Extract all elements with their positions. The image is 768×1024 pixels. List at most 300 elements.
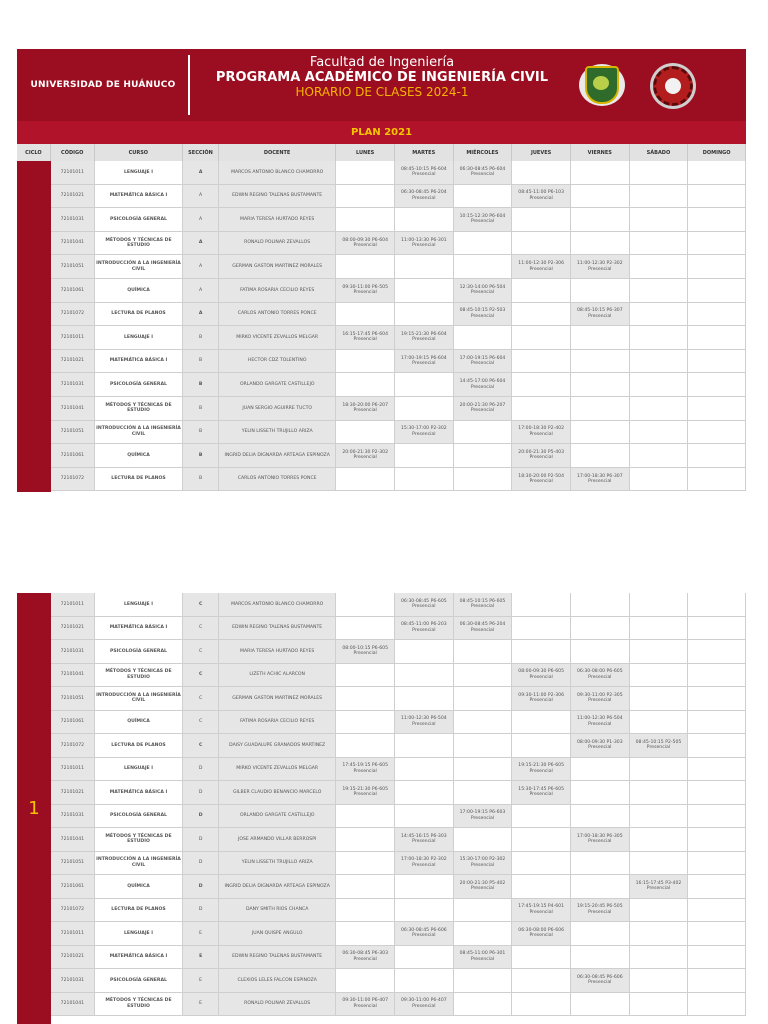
program-name: PROGRAMA ACADÉMICO DE INGENIERÍA CIVIL — [215, 70, 549, 85]
section-code: E — [183, 946, 219, 969]
section-code: E — [183, 969, 219, 992]
tuesday-cell — [395, 279, 454, 302]
course-code: 72101031 — [51, 969, 95, 992]
sunday-cell — [688, 397, 746, 420]
class-mode: Presencial — [470, 172, 495, 178]
table-row — [51, 640, 746, 664]
schedule-title: HORARIO DE CLASES 2024-1 — [295, 85, 469, 99]
class-time: 06:30-08:00 P6-606 — [518, 927, 564, 933]
friday-cell — [571, 852, 630, 875]
class-time: 06:30-08:45 P6-605 — [400, 598, 447, 604]
table-row — [51, 444, 746, 468]
table-row — [51, 734, 746, 758]
course-name: PSICOLOGÍA GENERAL — [95, 208, 183, 231]
monday-cell — [336, 161, 395, 184]
section-code: D — [183, 758, 219, 781]
header-titles — [207, 55, 557, 100]
saturday-cell — [630, 232, 689, 255]
course-code: 72101021 — [51, 350, 95, 373]
thursday-cell — [512, 969, 571, 992]
saturday-cell — [630, 640, 689, 663]
saturday-cell — [630, 828, 689, 851]
sunday-cell — [688, 185, 746, 208]
class-time: 12:30-14:00 P6-504 — [459, 284, 506, 290]
tuesday-cell — [395, 232, 454, 255]
teacher-name: GERMAN GASTON MARTINEZ MORALES — [219, 687, 336, 710]
sunday-cell — [688, 350, 746, 373]
friday-cell — [571, 734, 630, 757]
sunday-cell — [688, 687, 746, 710]
column-header: VIERNES — [571, 144, 630, 161]
tuesday-cell — [395, 397, 454, 420]
course-code: 72101061 — [51, 279, 95, 302]
wednesday-cell — [454, 640, 513, 663]
table-row — [51, 899, 746, 923]
tuesday-cell — [395, 758, 454, 781]
class-time: 08:45-10:15 P6-605 — [459, 598, 506, 604]
monday-cell — [336, 875, 395, 898]
tuesday-cell — [395, 185, 454, 208]
thursday-cell — [512, 303, 571, 326]
class-mode: Presencial — [353, 337, 377, 343]
class-mode: Presencial — [588, 674, 612, 680]
class-time: 08:45-11:00 P6-103 — [518, 190, 564, 196]
wednesday-cell — [454, 303, 513, 326]
section-code: E — [183, 922, 219, 945]
friday-cell — [571, 279, 630, 302]
class-mode: Presencial — [412, 337, 436, 343]
teacher-name: HECTOR CDZ TOLENTINO — [219, 350, 336, 373]
saturday-cell — [630, 805, 689, 828]
thursday-cell — [512, 664, 571, 687]
table-row — [51, 664, 746, 688]
teacher-name: LIZETH ACHIC ALARCON — [219, 664, 336, 687]
thursday-cell — [512, 373, 571, 396]
wednesday-cell — [454, 758, 513, 781]
class-time: 17:00-19:15 P6-604 — [400, 355, 447, 361]
monday-cell — [336, 852, 395, 875]
class-mode: Presencial — [588, 266, 612, 272]
monday-cell — [336, 326, 395, 349]
class-time: 17:00-19:15 P6-603 — [459, 810, 506, 816]
course-name: MATEMÁTICA BÁSICA I — [95, 946, 183, 969]
class-time: 19:15-21:30 P6-604 — [400, 332, 447, 338]
saturday-cell — [630, 993, 689, 1016]
teacher-name: YELIN LISSETH TRUJILLO ARIZA — [219, 852, 336, 875]
friday-cell — [571, 805, 630, 828]
course-code: 72101072 — [51, 734, 95, 757]
class-mode: Presencial — [588, 745, 612, 751]
course-name: LECTURA DE PLANOS — [95, 303, 183, 326]
course-name: PSICOLOGÍA GENERAL — [95, 373, 183, 396]
column-header: MARTES — [395, 144, 454, 161]
thursday-cell — [512, 734, 571, 757]
course-code: 72101041 — [51, 232, 95, 255]
teacher-name: RONALD POLINAR ZEVALLOS — [219, 993, 336, 1016]
class-mode: Presencial — [470, 627, 495, 633]
saturday-cell — [630, 397, 689, 420]
column-header: SECCIÓN — [183, 144, 219, 161]
monday-cell — [336, 711, 395, 734]
table-row — [51, 711, 746, 735]
teacher-name: MARIA TERESA HURTADO REYES — [219, 208, 336, 231]
table-row — [51, 468, 746, 492]
friday-cell — [571, 444, 630, 467]
thursday-cell — [512, 899, 571, 922]
monday-cell — [336, 279, 395, 302]
course-name: LECTURA DE PLANOS — [95, 899, 183, 922]
monday-cell — [336, 468, 395, 491]
teacher-name: FATIMA ROSARIA CECILIO REYES — [219, 279, 336, 302]
course-code: 72101072 — [51, 303, 95, 326]
section-code: D — [183, 828, 219, 851]
class-time: 16:15-17:45 P3-402 — [635, 880, 682, 886]
course-code: 72101051 — [51, 852, 95, 875]
sunday-cell — [688, 593, 746, 616]
ciclo-number: 1 — [28, 798, 40, 819]
course-name: PSICOLOGÍA GENERAL — [95, 640, 183, 663]
thursday-cell — [512, 326, 571, 349]
class-time: 19:15-21:30 P6-605 — [342, 786, 389, 792]
table-row — [51, 805, 746, 829]
saturday-cell — [630, 875, 689, 898]
teacher-name: JUAN SERGIO AGUIRRE TUCTO — [219, 397, 336, 420]
sunday-cell — [688, 758, 746, 781]
course-name: QUÍMICA — [95, 711, 183, 734]
tuesday-cell — [395, 444, 454, 467]
course-name: MATEMÁTICA BÁSICA I — [95, 185, 183, 208]
section-code: A — [183, 161, 219, 184]
class-time: 17:00-18:30 P2-402 — [518, 426, 564, 432]
tuesday-cell — [395, 687, 454, 710]
course-name: LENGUAJE I — [95, 161, 183, 184]
class-time: 06:30-08:45 P6-204 — [400, 190, 447, 196]
class-mode: Presencial — [353, 455, 377, 461]
course-name: INTRODUCCIÓN A LA INGENIERÍA CIVIL — [95, 687, 183, 710]
tuesday-cell — [395, 852, 454, 875]
table-row — [51, 993, 746, 1017]
tuesday-cell — [395, 711, 454, 734]
sunday-cell — [688, 875, 746, 898]
teacher-name: MARCOS ANTONIO BLANCO CHAMORRO — [219, 593, 336, 616]
monday-cell — [336, 350, 395, 373]
class-mode: Presencial — [470, 219, 495, 225]
sunday-cell — [688, 468, 746, 491]
course-name: LENGUAJE I — [95, 593, 183, 616]
class-time: 06:30-08:45 P6-604 — [459, 166, 506, 172]
course-name: MATEMÁTICA BÁSICA I — [95, 350, 183, 373]
table-row — [51, 758, 746, 782]
teacher-name: CLEXIOS LELES FALCON ESPINOZA — [219, 969, 336, 992]
column-header: LUNES — [336, 144, 395, 161]
monday-cell — [336, 664, 395, 687]
saturday-cell — [630, 468, 689, 491]
friday-cell — [571, 350, 630, 373]
class-mode: Presencial — [353, 792, 377, 798]
teacher-name: MARIA TERESA HURTADO REYES — [219, 640, 336, 663]
section-code: C — [183, 711, 219, 734]
class-mode: Presencial — [412, 839, 436, 845]
class-time: 08:45-11:00 P6-301 — [459, 951, 506, 957]
monday-cell — [336, 208, 395, 231]
class-time: 14:45-17:00 P6-604 — [459, 379, 506, 385]
class-mode: Presencial — [529, 909, 553, 915]
class-time: 19:15-21:30 P6-605 — [518, 763, 564, 769]
friday-cell — [571, 781, 630, 804]
course-name: MÉTODOS Y TÉCNICAS DE ESTUDIO — [95, 232, 183, 255]
teacher-name: RONALD POLINAR ZEVALLOS — [219, 232, 336, 255]
class-mode: Presencial — [412, 172, 436, 178]
class-time: 08:45-11:00 P6-203 — [400, 622, 447, 628]
wednesday-cell — [454, 468, 513, 491]
table-row — [51, 946, 746, 970]
class-time: 17:45-19:15 P6-605 — [342, 763, 389, 769]
section-code: A — [183, 185, 219, 208]
thursday-cell — [512, 397, 571, 420]
tuesday-cell — [395, 326, 454, 349]
class-time: 11:00-12:30 P6-504 — [576, 716, 623, 722]
tuesday-cell — [395, 468, 454, 491]
column-header: CURSO — [95, 144, 184, 161]
class-time: 06:30-08:45 P6-606 — [400, 927, 447, 933]
course-code: 72101061 — [51, 875, 95, 898]
class-time: 17:00-18:30 P6-305 — [576, 833, 623, 839]
section-code: B — [183, 350, 219, 373]
teacher-name: CARLOS ANTONIO TORRES PONCE — [219, 468, 336, 491]
class-time: 08:45-10:15 P6-604 — [400, 166, 447, 172]
section-code: A — [183, 232, 219, 255]
thursday-cell — [512, 468, 571, 491]
class-time: 09:30-11:00 P6-407 — [400, 998, 447, 1004]
monday-cell — [336, 232, 395, 255]
thursday-cell — [512, 993, 571, 1016]
sunday-cell — [688, 734, 746, 757]
saturday-cell — [630, 969, 689, 992]
monday-cell — [336, 255, 395, 278]
class-time: 18:30-20:00 P2-504 — [518, 473, 564, 479]
saturday-cell — [630, 303, 689, 326]
teacher-name: INGRID DELIA DIGNARDA ARTEAGA ESPINOZA — [219, 875, 336, 898]
wednesday-cell — [454, 852, 513, 875]
class-mode: Presencial — [588, 909, 612, 915]
table-row — [51, 922, 746, 946]
class-time: 19:15-20:45 P6-505 — [576, 904, 623, 910]
class-time: 15:30-17:45 P6-605 — [518, 786, 564, 792]
class-mode: Presencial — [588, 839, 612, 845]
friday-cell — [571, 208, 630, 231]
class-time: 08:45-10:15 P2-503 — [459, 308, 506, 314]
thursday-cell — [512, 208, 571, 231]
sunday-cell — [688, 232, 746, 255]
section-code: A — [183, 208, 219, 231]
section-code: E — [183, 993, 219, 1016]
thursday-cell — [512, 946, 571, 969]
table-row — [51, 326, 746, 350]
column-header: DOMINGO — [688, 144, 746, 161]
course-code: 72101021 — [51, 617, 95, 640]
course-code: 72101051 — [51, 255, 95, 278]
thursday-cell — [512, 255, 571, 278]
class-mode: Presencial — [529, 455, 553, 461]
wednesday-cell — [454, 593, 513, 616]
thursday-cell — [512, 875, 571, 898]
friday-cell — [571, 421, 630, 444]
saturday-cell — [630, 279, 689, 302]
course-name: MÉTODOS Y TÉCNICAS DE ESTUDIO — [95, 828, 183, 851]
sunday-cell — [688, 373, 746, 396]
class-mode: Presencial — [470, 361, 495, 367]
course-code: 72101031 — [51, 805, 95, 828]
friday-cell — [571, 161, 630, 184]
class-mode: Presencial — [412, 243, 436, 249]
course-name: LENGUAJE I — [95, 922, 183, 945]
monday-cell — [336, 828, 395, 851]
section-code: C — [183, 617, 219, 640]
university-name: UNIVERSIDAD DE HUÁNUCO — [30, 80, 176, 90]
column-headers — [17, 144, 746, 161]
class-time: 15:30-17:00 P2-302 — [400, 426, 447, 432]
class-mode: Presencial — [529, 674, 553, 680]
class-time: 08:00-09:30 P1-303 — [576, 739, 623, 745]
sunday-cell — [688, 922, 746, 945]
teacher-name: DAISY GUADALUPE GRANADOS MARTINEZ — [219, 734, 336, 757]
friday-cell — [571, 185, 630, 208]
wednesday-cell — [454, 255, 513, 278]
course-name: MÉTODOS Y TÉCNICAS DE ESTUDIO — [95, 397, 183, 420]
friday-cell — [571, 373, 630, 396]
monday-cell — [336, 373, 395, 396]
class-mode: Presencial — [529, 768, 553, 774]
class-time: 17:00-19:15 P6-604 — [459, 355, 506, 361]
class-mode: Presencial — [412, 604, 436, 610]
course-name: INTRODUCCIÓN A LA INGENIERÍA CIVIL — [95, 421, 183, 444]
course-code: 72101041 — [51, 828, 95, 851]
schedule-rows — [51, 593, 746, 1016]
wednesday-cell — [454, 326, 513, 349]
class-time: 06:30-08:45 P6-303 — [342, 951, 389, 957]
course-code: 72101021 — [51, 185, 95, 208]
class-mode: Presencial — [470, 815, 495, 821]
wednesday-cell — [454, 161, 513, 184]
tuesday-cell — [395, 828, 454, 851]
friday-cell — [571, 875, 630, 898]
wednesday-cell — [454, 828, 513, 851]
monday-cell — [336, 969, 395, 992]
teacher-name: YELIN LISSETH TRUJILLO ARIZA — [219, 421, 336, 444]
monday-cell — [336, 781, 395, 804]
monday-cell — [336, 922, 395, 945]
thursday-cell — [512, 232, 571, 255]
class-time: 06:30-08:00 P6-605 — [576, 669, 623, 675]
wednesday-cell — [454, 711, 513, 734]
class-mode: Presencial — [588, 313, 612, 319]
thursday-cell — [512, 350, 571, 373]
wednesday-cell — [454, 946, 513, 969]
section-code: B — [183, 468, 219, 491]
saturday-cell — [630, 161, 689, 184]
table-row — [51, 185, 746, 209]
course-code: 72101031 — [51, 373, 95, 396]
section-code: C — [183, 640, 219, 663]
saturday-cell — [630, 946, 689, 969]
tuesday-cell — [395, 617, 454, 640]
section-code: B — [183, 421, 219, 444]
course-name: LENGUAJE I — [95, 758, 183, 781]
section-code: B — [183, 444, 219, 467]
monday-cell — [336, 640, 395, 663]
monday-cell — [336, 993, 395, 1016]
sunday-cell — [688, 326, 746, 349]
thursday-cell — [512, 828, 571, 851]
friday-cell — [571, 687, 630, 710]
table-row — [51, 350, 746, 374]
sunday-cell — [688, 617, 746, 640]
table-row — [51, 875, 746, 899]
class-mode: Presencial — [588, 479, 612, 485]
class-mode: Presencial — [529, 933, 553, 939]
section-code: C — [183, 593, 219, 616]
monday-cell — [336, 899, 395, 922]
course-name: QUÍMICA — [95, 875, 183, 898]
class-time: 10:15-12:30 P6-604 — [459, 214, 506, 220]
class-mode: Presencial — [529, 792, 553, 798]
wednesday-cell — [454, 232, 513, 255]
sunday-cell — [688, 664, 746, 687]
teacher-name: EDWIN REGINO TALENAS BUSTAMANTE — [219, 617, 336, 640]
tuesday-cell — [395, 781, 454, 804]
sunday-cell — [688, 255, 746, 278]
schedule-header — [17, 49, 746, 121]
table-row — [51, 255, 746, 279]
class-mode: Presencial — [412, 933, 436, 939]
saturday-cell — [630, 421, 689, 444]
class-time: 15:30-17:00 P2-302 — [459, 857, 506, 863]
wednesday-cell — [454, 875, 513, 898]
class-mode: Presencial — [412, 721, 436, 727]
thursday-cell — [512, 617, 571, 640]
course-code: 72101041 — [51, 664, 95, 687]
class-mode: Presencial — [470, 313, 495, 319]
saturday-cell — [630, 758, 689, 781]
saturday-cell — [630, 350, 689, 373]
thursday-cell — [512, 711, 571, 734]
class-time: 20:00-21:30 P2-302 — [342, 450, 389, 456]
saturday-cell — [630, 444, 689, 467]
shield-icon — [585, 66, 619, 104]
class-time: 09:30-11:00 P2-305 — [576, 692, 623, 698]
section-code: C — [183, 664, 219, 687]
course-code: 72101061 — [51, 444, 95, 467]
class-time: 09:30-11:00 P6-505 — [342, 284, 389, 290]
course-code: 72101072 — [51, 468, 95, 491]
course-code: 72101031 — [51, 208, 95, 231]
sunday-cell — [688, 444, 746, 467]
course-name: QUÍMICA — [95, 279, 183, 302]
teacher-name: EDWIN REGINO TALENAS BUSTAMANTE — [219, 185, 336, 208]
thursday-cell — [512, 687, 571, 710]
class-mode: Presencial — [353, 768, 377, 774]
thursday-cell — [512, 922, 571, 945]
wednesday-cell — [454, 993, 513, 1016]
class-mode: Presencial — [529, 431, 553, 437]
course-code: 72101051 — [51, 687, 95, 710]
class-mode: Presencial — [353, 956, 377, 962]
table-row — [51, 781, 746, 805]
class-mode: Presencial — [412, 627, 436, 633]
tuesday-cell — [395, 373, 454, 396]
thursday-cell — [512, 421, 571, 444]
wednesday-cell — [454, 208, 513, 231]
